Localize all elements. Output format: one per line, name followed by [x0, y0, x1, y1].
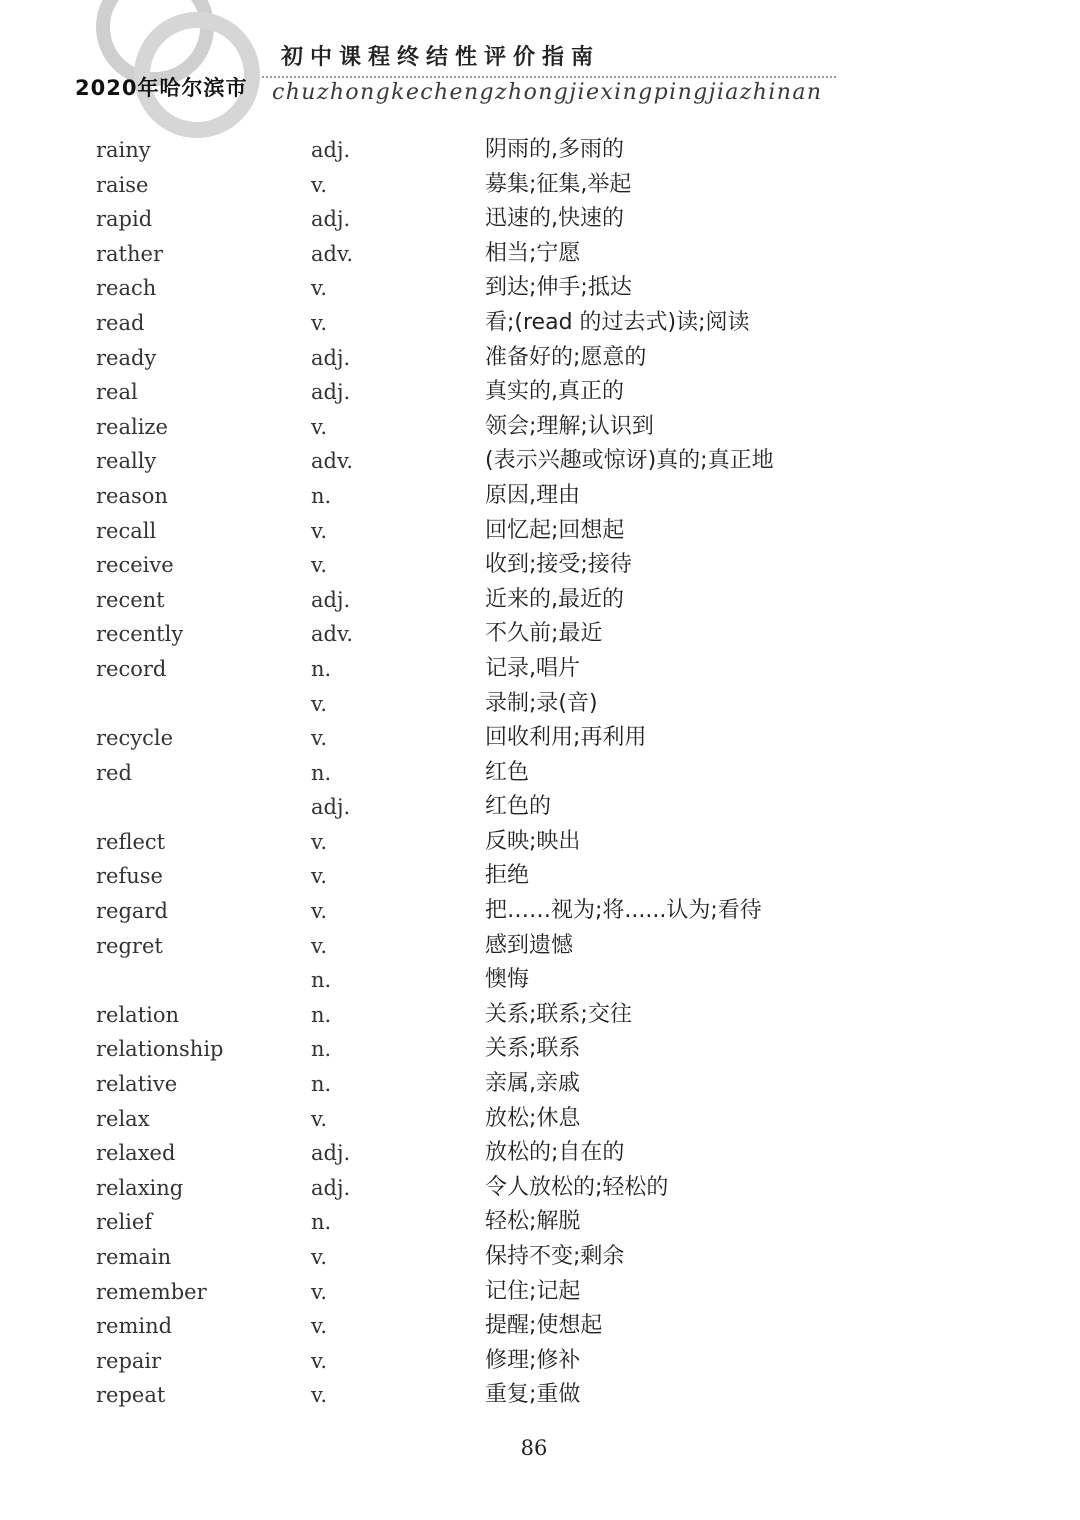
vocab-row [0, 1171, 1080, 1206]
part-of-speech: v. [311, 691, 328, 716]
vocab-row [0, 479, 1080, 514]
vocab-word: relief [96, 1210, 153, 1235]
vocab-word: regret [96, 933, 163, 958]
chinese-definition: 近来的,最近的 [485, 586, 624, 612]
chinese-definition: 记录,唱片 [485, 655, 580, 681]
vocab-word: regard [96, 899, 168, 924]
vocab-row [0, 1102, 1080, 1137]
part-of-speech: adv. [311, 622, 354, 647]
part-of-speech: adj. [311, 380, 351, 405]
vocab-word: rapid [96, 207, 153, 232]
vocab-word: relation [96, 1002, 180, 1027]
chinese-definition: 原因,理由 [485, 482, 580, 508]
vocab-row [0, 202, 1080, 237]
chinese-definition: 红色 [485, 759, 530, 785]
part-of-speech: adv. [311, 449, 354, 474]
vocab-row [0, 687, 1080, 722]
vocab-word: reach [96, 276, 157, 301]
vocab-word: real [96, 380, 138, 405]
vocab-word: recall [96, 518, 157, 543]
part-of-speech: adj. [311, 795, 351, 820]
part-of-speech: adj. [311, 345, 351, 370]
chinese-definition: 回收利用;再利用 [485, 725, 647, 751]
vocab-row [0, 1309, 1080, 1344]
part-of-speech: adj. [311, 138, 351, 162]
chinese-definition: 相当;宁愿 [485, 240, 581, 266]
vocab-word: relaxed [96, 1141, 176, 1166]
vocab-row [0, 583, 1080, 618]
part-of-speech: v. [311, 518, 328, 543]
vocab-row [0, 548, 1080, 583]
chinese-definition: 修理;修补 [485, 1347, 581, 1373]
vocab-word: remind [96, 1314, 173, 1339]
chinese-definition: 放松的;自在的 [485, 1140, 625, 1166]
chinese-definition: 迅速的,快速的 [485, 206, 624, 232]
part-of-speech: n. [311, 1037, 332, 1062]
chinese-definition: 阴雨的,多雨的 [485, 137, 624, 162]
vocab-word: recycle [96, 726, 173, 751]
part-of-speech: v. [311, 553, 328, 578]
vocab-row [0, 859, 1080, 894]
chinese-definition: 亲属,亲戚 [485, 1071, 580, 1097]
vocab-row [0, 444, 1080, 479]
part-of-speech: v. [311, 1106, 328, 1131]
chinese-definition: 感到遗憾 [485, 932, 574, 958]
part-of-speech: n. [311, 1072, 332, 1097]
vocab-row [0, 825, 1080, 860]
vocab-row [0, 929, 1080, 964]
vocab-word: ready [96, 345, 157, 370]
part-of-speech: adj. [311, 587, 351, 612]
vocab-word: relationship [96, 1037, 224, 1062]
part-of-speech: adj. [311, 1141, 351, 1166]
vocab-word: remain [96, 1245, 172, 1269]
chinese-definition: 记住;记起 [485, 1278, 581, 1304]
vocab-row [0, 756, 1080, 791]
vocab-row [0, 168, 1080, 203]
vocab-row [0, 1136, 1080, 1171]
chinese-definition: 懊悔 [485, 967, 530, 993]
part-of-speech: v. [311, 414, 328, 439]
vocab-row [0, 1067, 1080, 1102]
vocabulary-list [0, 133, 1080, 1413]
part-of-speech: v. [311, 864, 328, 889]
part-of-speech: v. [311, 829, 328, 854]
vocab-word: recent [96, 587, 165, 612]
series-title: 初中课程终结性评价指南 [281, 45, 601, 70]
vocab-row [0, 1275, 1080, 1310]
chinese-definition: 回忆起;回想起 [485, 517, 625, 543]
part-of-speech: n. [311, 1002, 332, 1027]
part-of-speech: v. [311, 1383, 328, 1408]
part-of-speech: v. [311, 310, 328, 335]
chinese-definition: 红色的 [485, 794, 552, 820]
vocab-word: relax [96, 1106, 150, 1131]
vocab-row [0, 1032, 1080, 1067]
series-pinyin: chuzhongkechengzhongjiexingpingjiazhinan [272, 80, 823, 105]
chinese-definition: (表示兴趣或惊讶)真的;真正地 [485, 448, 774, 474]
vocab-row [0, 514, 1080, 549]
chinese-definition: 关系;联系 [485, 1036, 581, 1062]
chinese-definition: 保持不变;剩余 [485, 1244, 625, 1269]
vocab-word: recently [96, 622, 184, 647]
vocab-word: red [96, 760, 132, 785]
chinese-definition: 领会;理解;认识到 [485, 413, 654, 439]
part-of-speech: v. [311, 726, 328, 751]
vocab-row [0, 1205, 1080, 1240]
chinese-definition: 不久前;最近 [485, 621, 603, 647]
chinese-definition: 令人放松的;轻松的 [485, 1174, 669, 1200]
vocab-row [0, 375, 1080, 410]
vocab-word: really [96, 449, 157, 474]
chinese-definition: 放松;休息 [485, 1105, 581, 1131]
vocab-word: refuse [96, 864, 163, 889]
vocab-word: record [96, 656, 167, 681]
chinese-definition: 拒绝 [485, 863, 530, 889]
chinese-definition: 准备好的;愿意的 [485, 344, 647, 370]
part-of-speech: n. [311, 1210, 332, 1235]
edition-label: 2020年哈尔滨市 [75, 76, 248, 100]
vocab-row [0, 271, 1080, 306]
part-of-speech: n. [311, 760, 332, 785]
header-divider [262, 76, 836, 78]
vocab-row [0, 237, 1080, 272]
part-of-speech: n. [311, 483, 332, 508]
vocab-row [0, 617, 1080, 652]
part-of-speech: v. [311, 933, 328, 958]
chinese-definition: 提醒;使想起 [485, 1313, 603, 1339]
part-of-speech: v. [311, 172, 328, 197]
vocab-row [0, 341, 1080, 376]
chinese-definition: 轻松;解脱 [485, 1209, 581, 1235]
part-of-speech: v. [311, 1245, 328, 1269]
page-number: 86 [520, 1436, 548, 1460]
vocab-word: remember [96, 1279, 207, 1304]
vocab-word: repair [96, 1348, 162, 1373]
chinese-definition: 到达;伸手;抵达 [485, 275, 632, 301]
vocab-row [0, 721, 1080, 756]
chinese-definition: 把……视为;将......认为;看待 [485, 898, 762, 924]
vocab-word: reason [96, 483, 168, 508]
vocab-row [0, 306, 1080, 341]
part-of-speech: adj. [311, 1175, 351, 1200]
part-of-speech: v. [311, 899, 328, 924]
part-of-speech: v. [311, 1314, 328, 1339]
vocab-word: relative [96, 1072, 178, 1097]
chinese-definition: 反映;映出 [485, 828, 581, 854]
vocab-word: receive [96, 553, 174, 578]
part-of-speech: v. [311, 276, 328, 301]
vocab-row [0, 998, 1080, 1033]
chinese-definition: 真实的,真正的 [485, 379, 624, 405]
chinese-definition: 录制;录(音) [485, 690, 598, 716]
part-of-speech: v. [311, 1348, 328, 1373]
chinese-definition: 关系;联系;交往 [485, 1001, 632, 1027]
vocab-row [0, 1378, 1080, 1413]
vocab-row [0, 410, 1080, 445]
part-of-speech: n. [311, 656, 332, 681]
chinese-definition: 重复;重做 [485, 1382, 581, 1408]
vocab-row [0, 790, 1080, 825]
part-of-speech: v. [311, 1279, 328, 1304]
part-of-speech: adj. [311, 207, 351, 232]
vocab-word: raise [96, 172, 149, 197]
vocab-row [0, 133, 1080, 168]
vocab-row [0, 894, 1080, 929]
vocab-row [0, 652, 1080, 687]
vocab-row [0, 1240, 1080, 1275]
chinese-definition: 募集;征集,举起 [485, 171, 632, 197]
vocab-row [0, 963, 1080, 998]
vocab-word: rainy [96, 138, 151, 162]
vocab-word: rather [96, 241, 163, 266]
vocab-word: reflect [96, 829, 166, 854]
vocab-word: relaxing [96, 1175, 184, 1200]
vocab-word: realize [96, 414, 168, 439]
chinese-definition: 收到;接受;接待 [485, 552, 632, 578]
part-of-speech: n. [311, 968, 332, 993]
chinese-definition: 看;(read 的过去式)读;阅读 [485, 309, 750, 335]
part-of-speech: adv. [311, 241, 354, 266]
vocab-word: repeat [96, 1383, 166, 1408]
vocab-word: read [96, 310, 145, 335]
vocab-row [0, 1344, 1080, 1379]
